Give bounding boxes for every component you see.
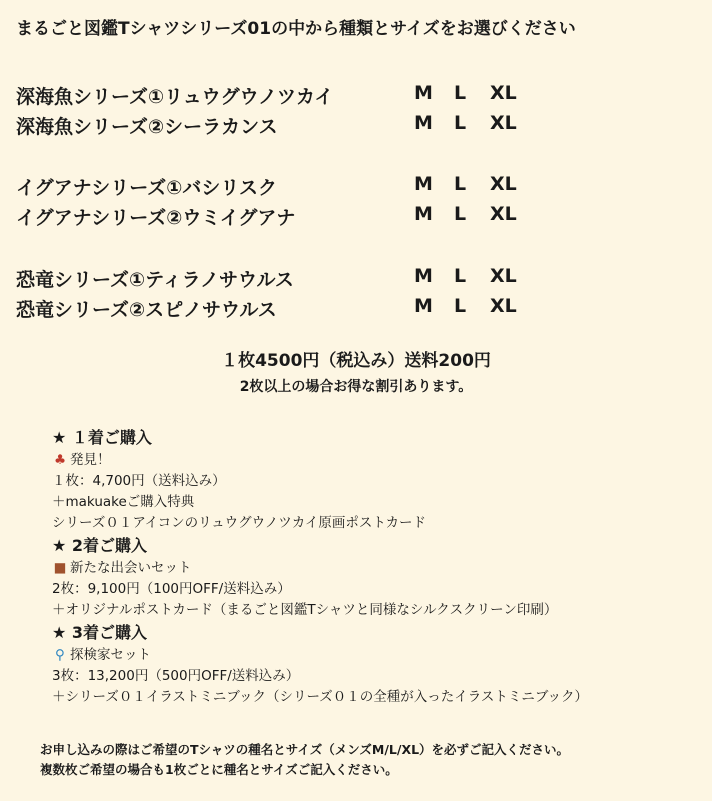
plan-heading: ★ １着ご購入 (52, 428, 152, 447)
series-row (16, 112, 616, 140)
series-name: イグアナシリーズ①バシリスク (16, 177, 277, 199)
plan-line: ＋makuakeご購入特典 (52, 494, 195, 510)
plan-tag-label: 発見！ (70, 452, 111, 468)
size-option-l[interactable]: L (454, 112, 467, 134)
plan-line: 3枚：13,200円（500円OFF/送料込み） (52, 668, 300, 684)
plan-tag (52, 558, 692, 579)
order-instructions (40, 740, 569, 780)
size-option-xl[interactable]: XL (490, 112, 517, 134)
size-option-l[interactable]: L (454, 295, 467, 317)
size-option-l[interactable]: L (454, 82, 467, 104)
series-name: 恐竜シリーズ②スピノサウルス (16, 299, 277, 321)
discount-note: 2枚以上の場合お得な割引あります。 (239, 379, 473, 395)
plan-line: ＋シリーズ０１イラストミニブック（シリーズ０１の全種が入ったイラストミニブック） (52, 689, 588, 705)
size-option-xl[interactable]: XL (490, 265, 517, 287)
size-option-l[interactable]: L (454, 265, 467, 287)
plan-tag-label: 新たな出会いセット (70, 560, 192, 576)
size-option-m[interactable]: M (414, 112, 433, 134)
plan-one-shirt (52, 426, 692, 534)
package-icon: ■ (53, 560, 67, 576)
series-name: イグアナシリーズ②ウミイグアナ (16, 207, 296, 229)
size-option-m[interactable]: M (414, 295, 433, 317)
plan-heading: ★ 2着ご購入 (52, 536, 148, 555)
size-option-xl[interactable]: XL (490, 295, 517, 317)
size-option-xl[interactable]: XL (490, 82, 517, 104)
series-name: 恐竜シリーズ①ティラノサウルス (16, 269, 294, 291)
magnifying-glass-icon: ⚲ (55, 647, 65, 663)
plan-line: １枚：4,700円（送料込み） (52, 473, 226, 489)
plan-tag-label: 探検家セット (70, 647, 151, 663)
size-option-l[interactable]: L (454, 173, 467, 195)
price-line: １枚4500円（税込み）送料200円 (221, 351, 491, 371)
instruction-line: 複数枚ご希望の場合も1枚ごとに種名とサイズご記入ください。 (40, 762, 398, 777)
series-row (16, 82, 616, 110)
size-option-m[interactable]: M (414, 173, 433, 195)
page-title: まるごと図鑑Tシャツシリーズ01の中から種類とサイズをお選びください (16, 19, 576, 39)
series-row (16, 203, 616, 231)
plan-line: ＋オリジナルポストカード（まるごと図鑑Tシャツと同様なシルクスクリーン印刷） (52, 602, 558, 618)
plan-three-shirts (52, 621, 692, 708)
series-row (16, 295, 616, 323)
size-option-m[interactable]: M (414, 82, 433, 104)
series-row (16, 173, 616, 201)
plan-tag (52, 450, 692, 471)
series-row (16, 265, 616, 293)
maple-leaf-icon: ♣ (53, 452, 67, 468)
instruction-line: お申し込みの際はご希望のTシャツの種名とサイズ（メンズM/L/XL）を必ずご記入ください。 (40, 742, 570, 757)
plan-list (52, 426, 692, 708)
size-option-m[interactable]: M (414, 203, 433, 225)
plan-line: シリーズ０１アイコンのリュウグウノツカイ原画ポストカード (52, 515, 426, 531)
size-option-m[interactable]: M (414, 265, 433, 287)
plan-two-shirts (52, 534, 692, 621)
size-option-l[interactable]: L (454, 203, 467, 225)
series-name: 深海魚シリーズ①リュウグウノツカイ (16, 86, 334, 108)
plan-heading: ★ 3着ご購入 (52, 623, 148, 642)
series-name: 深海魚シリーズ②シーラカンス (16, 116, 278, 138)
plan-line: 2枚：9,100円（100円OFF/送料込み） (52, 581, 291, 597)
plan-tag (52, 645, 692, 666)
size-option-xl[interactable]: XL (490, 203, 517, 225)
size-option-xl[interactable]: XL (490, 173, 517, 195)
